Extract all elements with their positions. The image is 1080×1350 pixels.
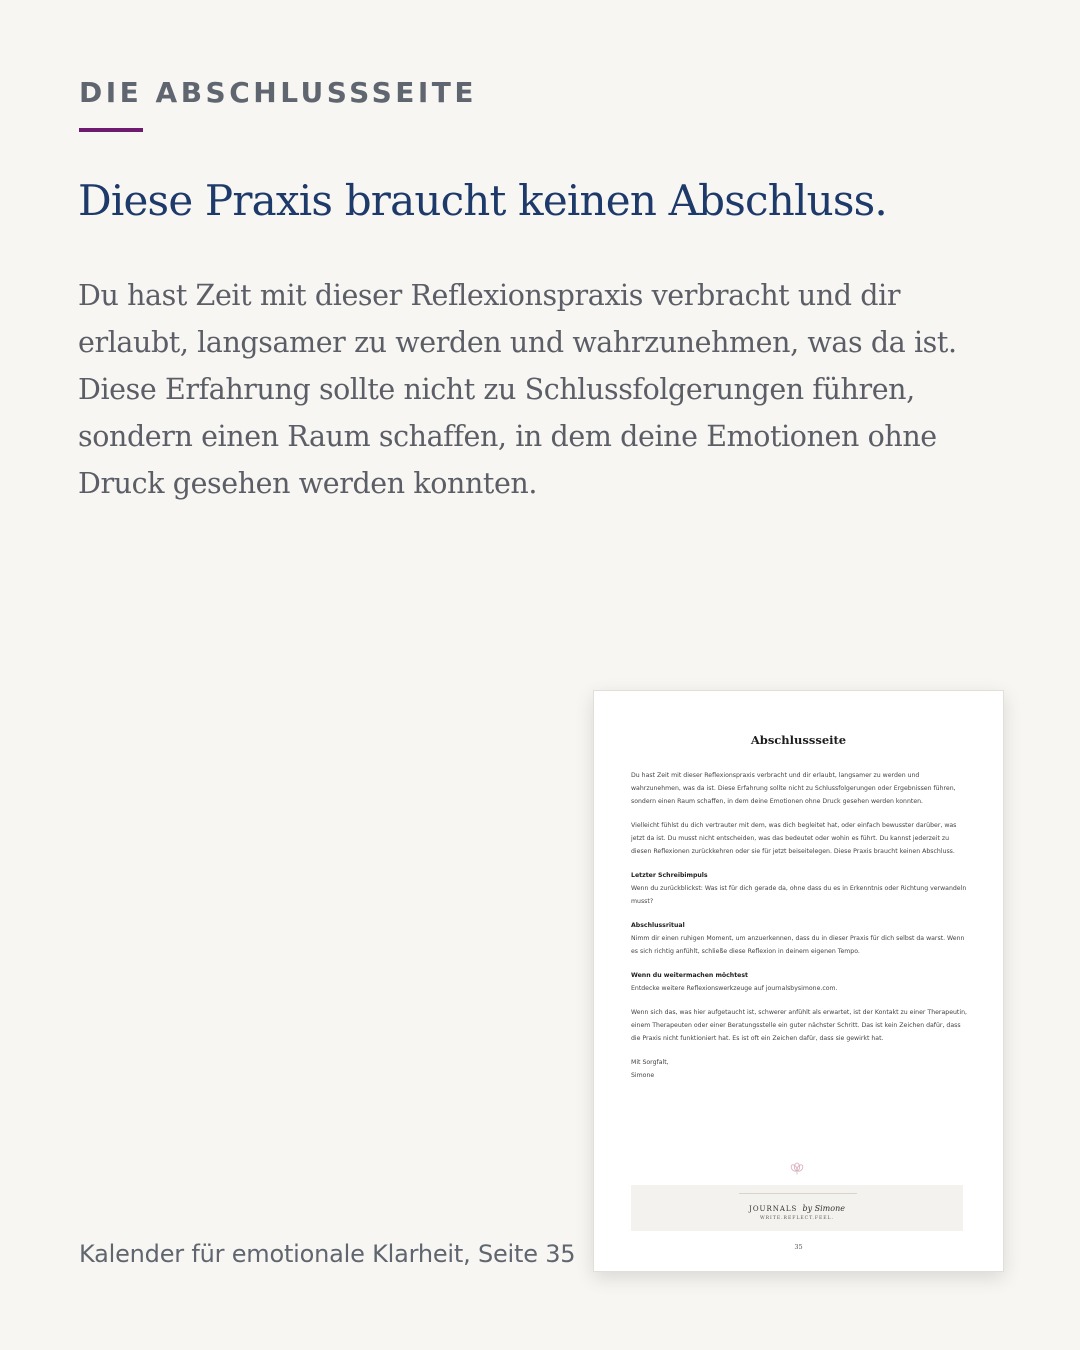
preview-paragraph: Vielleicht fühlst du dich vertrauter mit dem, was dich begleitet hat, oder einfach bewusster darüber, was jetzt da ist. Du musst nicht entscheiden, was das bedeutet oder wohin es führt. Du kannst jederzeit zu diesen Reflexionen zurückkehren oder sie für jetzt beiseitelegen. Diese Praxis braucht keinen Abschluss. xyxy=(631,822,957,855)
page-preview xyxy=(593,690,1004,1272)
preview-section-heading: Letzter Schreibimpuls xyxy=(631,872,708,879)
preview-section xyxy=(631,869,967,908)
preview-section-text: Nimm dir einen ruhigen Moment, um anzuerkennen, dass du in dieser Praxis für dich selbst da warst. Wenn es sich richtig anfühlt, schließe diese Reflexion in deinem eigenen Tempo. xyxy=(631,935,965,955)
preview-section-text: Entdecke weitere Reflexionswerkzeuge auf journalsbysimone.com. xyxy=(631,985,838,992)
body-paragraph: Du hast Zeit mit dieser Reflexionspraxis verbracht und dir erlaubt, langsamer zu werden und wahrzunehmen, was da ist. Diese Erfahrung sollte nicht zu Schlussfolgerungen führen, sondern einen Raum schaffen, in dem deine Emotionen ohne Druck gesehen werden konnten. xyxy=(78,279,957,500)
preview-body xyxy=(631,769,967,1093)
preview-section-text: Wenn du zurückblickst: Was ist für dich gerade da, ohne dass du es in Erkenntnis oder Richtung verwandeln musst? xyxy=(631,885,967,905)
preview-section xyxy=(631,919,967,958)
flower-icon xyxy=(789,1161,805,1175)
brand-logo xyxy=(631,1196,963,1221)
preview-note: Wenn sich das, was hier aufgetaucht ist, schwerer anfühlt als erwartet, ist der Kontakt zu einer Therapeutin, einem Therapeuten oder einer Beratungsstelle ein guter nächster Schritt. Das ist kein Zeichen dafür, dass die Praxis nicht funktioniert hat. Es ist oft ein Zeichen dafür, dass sie gewirkt hat. xyxy=(631,1009,967,1042)
preview-page-number: 35 xyxy=(794,1243,803,1251)
logo-tagline: WRITE.REFLECT.FEEL. xyxy=(760,1216,834,1221)
headline: Diese Praxis braucht keinen Abschluss. xyxy=(78,176,887,225)
preview-section xyxy=(631,969,967,995)
accent-rule xyxy=(79,128,143,132)
preview-signoff-line: Mit Sorgfalt, xyxy=(631,1059,669,1066)
preview-footer xyxy=(631,1185,963,1231)
logo-main: JOURNALS xyxy=(749,1205,798,1213)
preview-section-heading: Abschlussritual xyxy=(631,922,685,929)
preview-paragraph: Du hast Zeit mit dieser Reflexionspraxis verbracht und dir erlaubt, langsamer zu werden und wahrzunehmen, was da ist. Diese Erfahrung sollte nicht zu Schlussfolgerungen oder Ergebnissen führen, sondern einen Raum schaffen, in dem deine Emotionen ohne Druck gesehen werden konnten. xyxy=(631,772,956,805)
preview-signature: Simone xyxy=(631,1072,655,1079)
logo-rule-top xyxy=(739,1193,857,1194)
preview-signoff xyxy=(631,1056,967,1082)
preview-title: Abschlussseite xyxy=(750,733,847,747)
logo-script: by Simone xyxy=(802,1204,845,1213)
preview-section-heading: Wenn du weitermachen möchtest xyxy=(631,972,749,979)
caption: Kalender für emotionale Klarheit, Seite 35 xyxy=(79,1240,576,1268)
eyebrow-label: DIE ABSCHLUSSSEITE xyxy=(79,76,478,109)
